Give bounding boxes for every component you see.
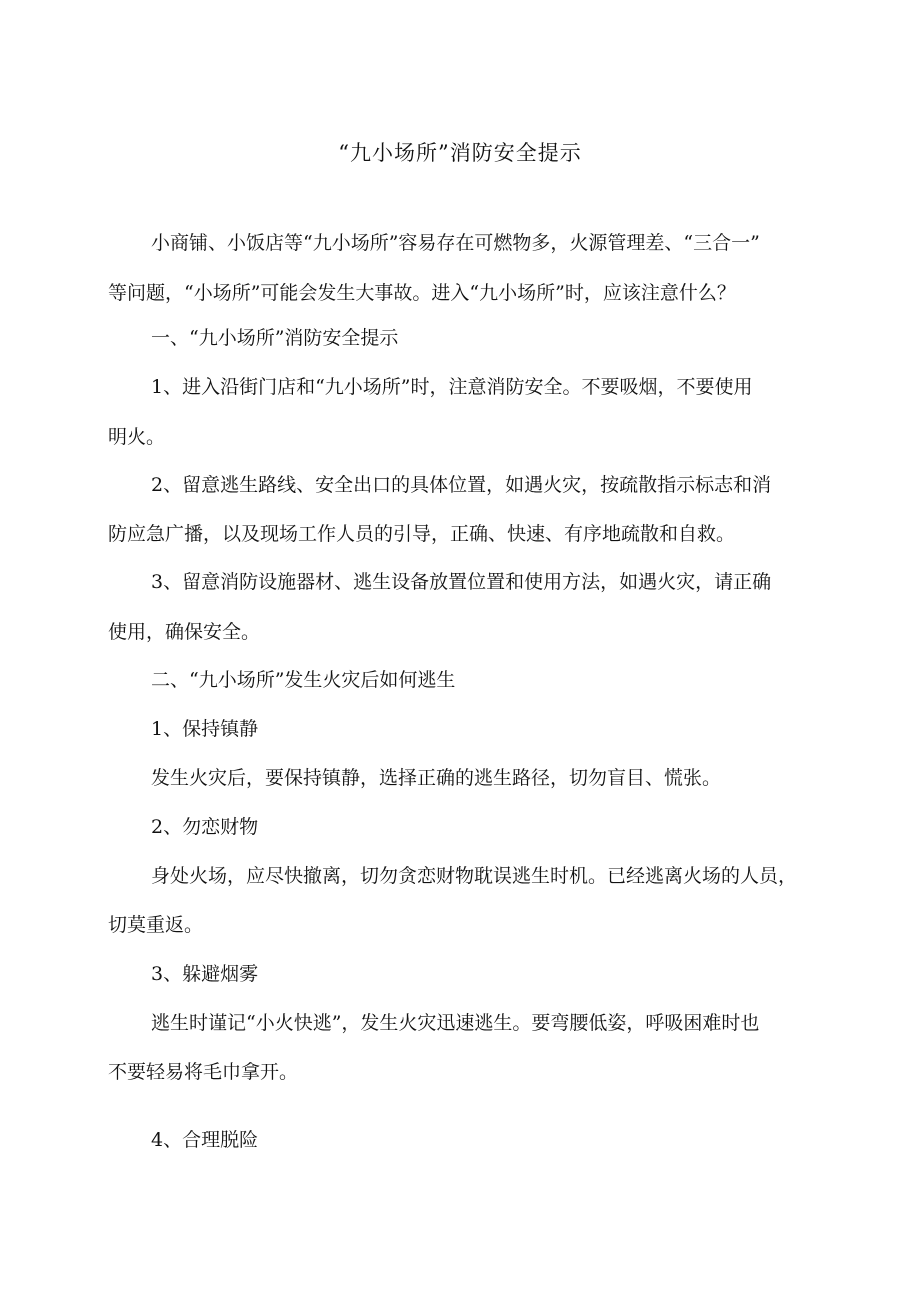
section-2-sub-3-line-1: 逃生时谨记“小火快逃”，发生火灾迅速逃生。要弯腰低姿，呼吸困难时也	[151, 1012, 760, 1034]
section-2-sub-2-line-2: 切莫重返。	[108, 914, 204, 936]
section-1-item-2-line-2: 防应急广播，以及现场工作人员的引导，正确、快速、有序地疏散和自救。	[108, 523, 736, 545]
section-1-item-2-line-1: 2、留意逃生路线、安全出口的具体位置，如遇火灾，按疏散指示标志和消	[151, 474, 772, 496]
intro-text-line-1: 小商铺、小饭店等“九小场所”容易存在可燃物多，火源管理差、“三合一”	[151, 232, 760, 254]
section-2-sub-3-heading: 3、躲避烟雾	[151, 963, 259, 985]
section-2-sub-3-line-2: 不要轻易将毛巾拿开。	[108, 1061, 299, 1083]
section-1-item-1-line-2: 明火。	[108, 426, 166, 448]
section-2-sub-1-text: 发生火灾后，要保持镇静，选择正确的逃生路径，切勿盲目、慌张。	[151, 767, 722, 789]
section-2-sub-1-heading: 1、保持镇静	[151, 718, 259, 740]
section-1-item-3-line-2: 使用，确保安全。	[108, 621, 261, 643]
section-2-sub-2-line-1: 身处火场，应尽快撤离，切勿贪恋财物耽误逃生时机。已经逃离火场的人员，	[151, 865, 798, 887]
section-1-heading: 一、“九小场所”消防安全提示	[151, 327, 399, 349]
section-2-heading: 二、“九小场所”发生火灾后如何逃生	[151, 669, 456, 691]
document-title: “九小场所”消防安全提示	[338, 141, 582, 165]
section-2-sub-4-heading: 4、合理脱险	[151, 1129, 259, 1151]
intro-text-line-2: 等问题，“小场所”可能会发生大事故。进入“九小场所”时，应该注意什么？	[108, 282, 736, 304]
section-1-item-3-line-1: 3、留意消防设施器材、逃生设备放置位置和使用方法，如遇火灾，请正确	[151, 571, 772, 593]
section-2-sub-2-heading: 2、勿恋财物	[151, 816, 259, 838]
section-1-item-1-line-1: 1、进入沿街门店和“九小场所”时，注意消防安全。不要吸烟，不要使用	[151, 376, 753, 398]
